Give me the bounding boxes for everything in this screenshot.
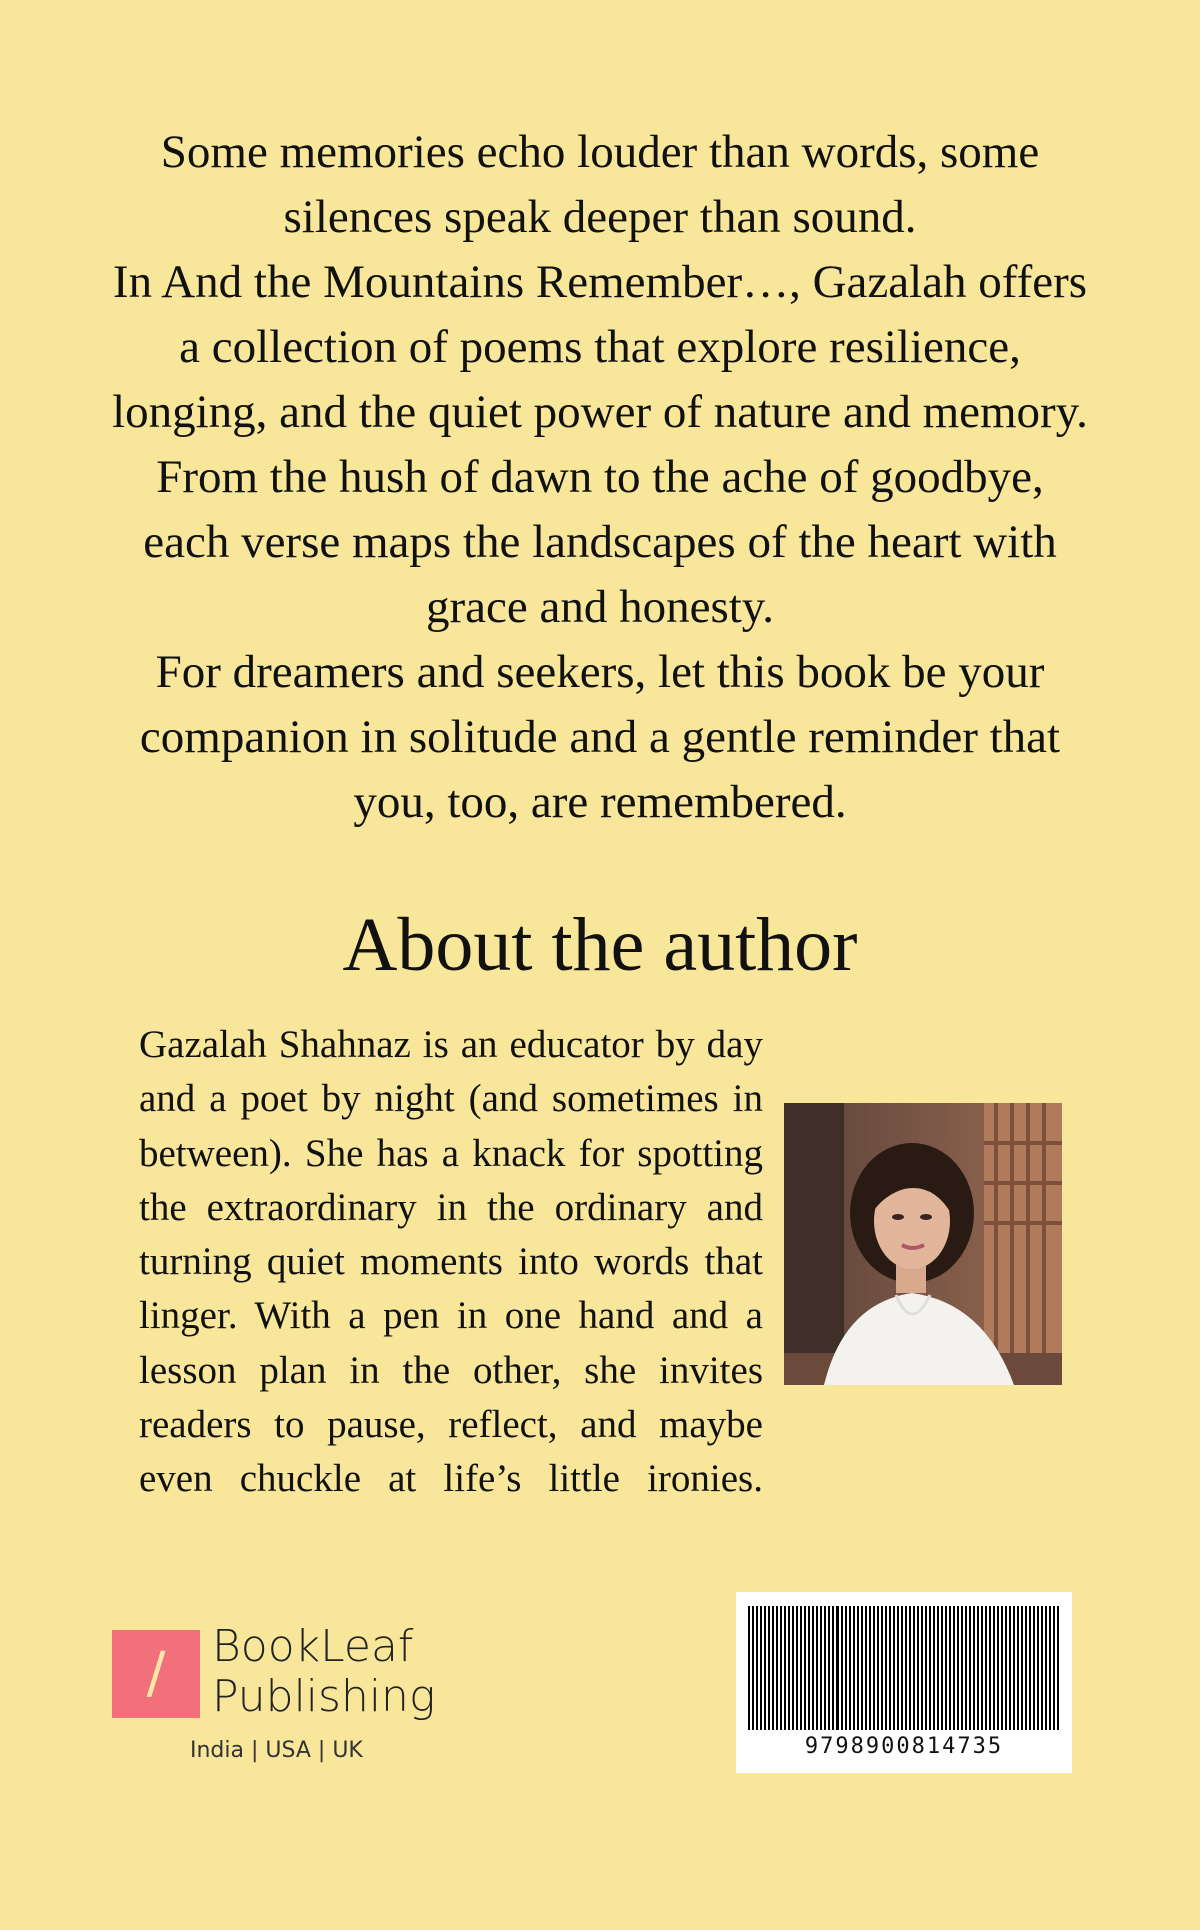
barcode-bar bbox=[945, 1606, 947, 1730]
publisher-name bbox=[212, 1622, 435, 1722]
barcode-bar bbox=[792, 1606, 794, 1730]
barcode-bar bbox=[989, 1606, 991, 1730]
barcode-bar bbox=[832, 1606, 834, 1730]
barcode-bar bbox=[965, 1606, 967, 1730]
barcode-bar bbox=[1033, 1606, 1035, 1730]
barcode-bar bbox=[925, 1606, 927, 1730]
barcode-bar bbox=[901, 1606, 903, 1730]
barcode-bar bbox=[764, 1606, 766, 1730]
barcode-bar bbox=[981, 1606, 983, 1730]
barcode-bar bbox=[933, 1606, 935, 1730]
barcode-bar bbox=[845, 1606, 847, 1730]
barcode-bar bbox=[812, 1606, 814, 1730]
barcode-bar bbox=[997, 1606, 999, 1730]
back-cover-blurb bbox=[110, 120, 1090, 835]
barcode-bar bbox=[849, 1606, 851, 1730]
barcode-bar bbox=[889, 1606, 891, 1730]
barcode-bar bbox=[869, 1606, 871, 1730]
barcode-bar bbox=[1009, 1606, 1011, 1730]
barcode-bar bbox=[921, 1606, 923, 1730]
barcode-bar bbox=[929, 1606, 931, 1730]
barcode-bar bbox=[861, 1606, 863, 1730]
barcode-bar bbox=[957, 1606, 959, 1730]
barcode-bar bbox=[1025, 1606, 1027, 1730]
barcode-bar bbox=[993, 1606, 995, 1730]
barcode-bar bbox=[800, 1606, 802, 1730]
barcode-bar bbox=[1013, 1606, 1015, 1730]
barcode-bar bbox=[897, 1606, 899, 1730]
barcode-bar bbox=[1053, 1606, 1055, 1730]
barcode-bar bbox=[1005, 1606, 1007, 1730]
blurb-paragraph-1: Some memories echo louder than words, some silences speak deeper than sound. bbox=[160, 126, 1040, 243]
barcode-bar bbox=[1049, 1606, 1051, 1730]
barcode-bar bbox=[820, 1606, 822, 1730]
barcode-bar bbox=[961, 1606, 963, 1730]
isbn-number: 9798900814735 bbox=[804, 1734, 1004, 1759]
barcode-bar bbox=[828, 1606, 830, 1730]
barcode-bar bbox=[953, 1606, 955, 1730]
barcode-bar bbox=[865, 1606, 867, 1730]
barcode-bar bbox=[772, 1606, 774, 1730]
barcode-bar bbox=[1029, 1606, 1031, 1730]
barcode-bar bbox=[913, 1606, 915, 1730]
author-photo bbox=[784, 1103, 1062, 1385]
barcode-bar bbox=[909, 1606, 911, 1730]
barcode-bar bbox=[816, 1606, 818, 1730]
barcode-bar bbox=[760, 1606, 762, 1730]
barcode-bar bbox=[752, 1606, 754, 1730]
barcode-bar bbox=[1057, 1606, 1059, 1730]
barcode-bar bbox=[973, 1606, 975, 1730]
barcode-bar bbox=[937, 1606, 939, 1730]
barcode-bar bbox=[796, 1606, 798, 1730]
slash-icon: / bbox=[146, 1641, 166, 1706]
barcode-bar bbox=[788, 1606, 790, 1730]
barcode-bar bbox=[893, 1606, 895, 1730]
barcode-bar bbox=[949, 1606, 951, 1730]
barcode-bars bbox=[748, 1606, 1060, 1730]
barcode-bar bbox=[768, 1606, 770, 1730]
blurb-paragraph-3: For dreamers and seekers, let this book be your companion in solitude and a gentle reminder that you, too, are remembered. bbox=[139, 646, 1061, 828]
blurb-paragraph-2: In And the Mountains Remember…, Gazalah offers a collection of poems that explore resilience, longing, and the quiet power of nature and memory. From the hush of dawn to the ache of goodbye, each verse maps the landscapes of the heart with grace and honesty. bbox=[112, 256, 1088, 633]
barcode-bar bbox=[1017, 1606, 1019, 1730]
barcode-bar bbox=[881, 1606, 883, 1730]
barcode-bar bbox=[1001, 1606, 1003, 1730]
barcode-bar bbox=[873, 1606, 875, 1730]
barcode-bar bbox=[804, 1606, 806, 1730]
publisher-name-line-1: BookLeaf bbox=[212, 1621, 414, 1672]
barcode-bar bbox=[985, 1606, 987, 1730]
barcode-bar bbox=[1037, 1606, 1039, 1730]
barcode-bar bbox=[1045, 1606, 1047, 1730]
author-portrait-image bbox=[784, 1103, 1062, 1385]
barcode-bar bbox=[917, 1606, 919, 1730]
barcode-bar bbox=[784, 1606, 786, 1730]
publisher-name-line-2: Publishing bbox=[212, 1671, 436, 1722]
barcode-bar bbox=[853, 1606, 855, 1730]
publisher-regions: India | USA | UK bbox=[190, 1738, 363, 1763]
barcode-bar bbox=[841, 1606, 843, 1730]
barcode-bar bbox=[836, 1606, 839, 1730]
barcode-bar bbox=[877, 1606, 879, 1730]
barcode-bar bbox=[969, 1606, 971, 1730]
barcode-bar bbox=[776, 1606, 778, 1730]
barcode-bar bbox=[857, 1606, 859, 1730]
barcode-bar bbox=[977, 1606, 979, 1730]
barcode-bar bbox=[905, 1606, 907, 1730]
about-author-heading: About the author bbox=[342, 903, 858, 987]
barcode-bar bbox=[748, 1606, 750, 1730]
barcode-bar bbox=[1021, 1606, 1023, 1730]
barcode-bar bbox=[1041, 1606, 1043, 1730]
barcode-bar bbox=[756, 1606, 758, 1730]
barcode-bar bbox=[885, 1606, 887, 1730]
isbn-barcode bbox=[736, 1592, 1072, 1773]
barcode-bar bbox=[941, 1606, 943, 1730]
barcode-bar bbox=[780, 1606, 782, 1730]
author-bio: Gazalah Shahnaz is an educator by day and a poet by night (and sometimes in between). She has a knack for spotting the extraordinary in the ordinary and turning quiet moments into words that linger. With a pen in one hand and a lesson plan in the other, she invites readers to pause, reflect, and maybe even chuckle at life’s little ironies. bbox=[139, 1023, 763, 1501]
barcode-bar bbox=[808, 1606, 810, 1730]
barcode-bar bbox=[824, 1606, 826, 1730]
